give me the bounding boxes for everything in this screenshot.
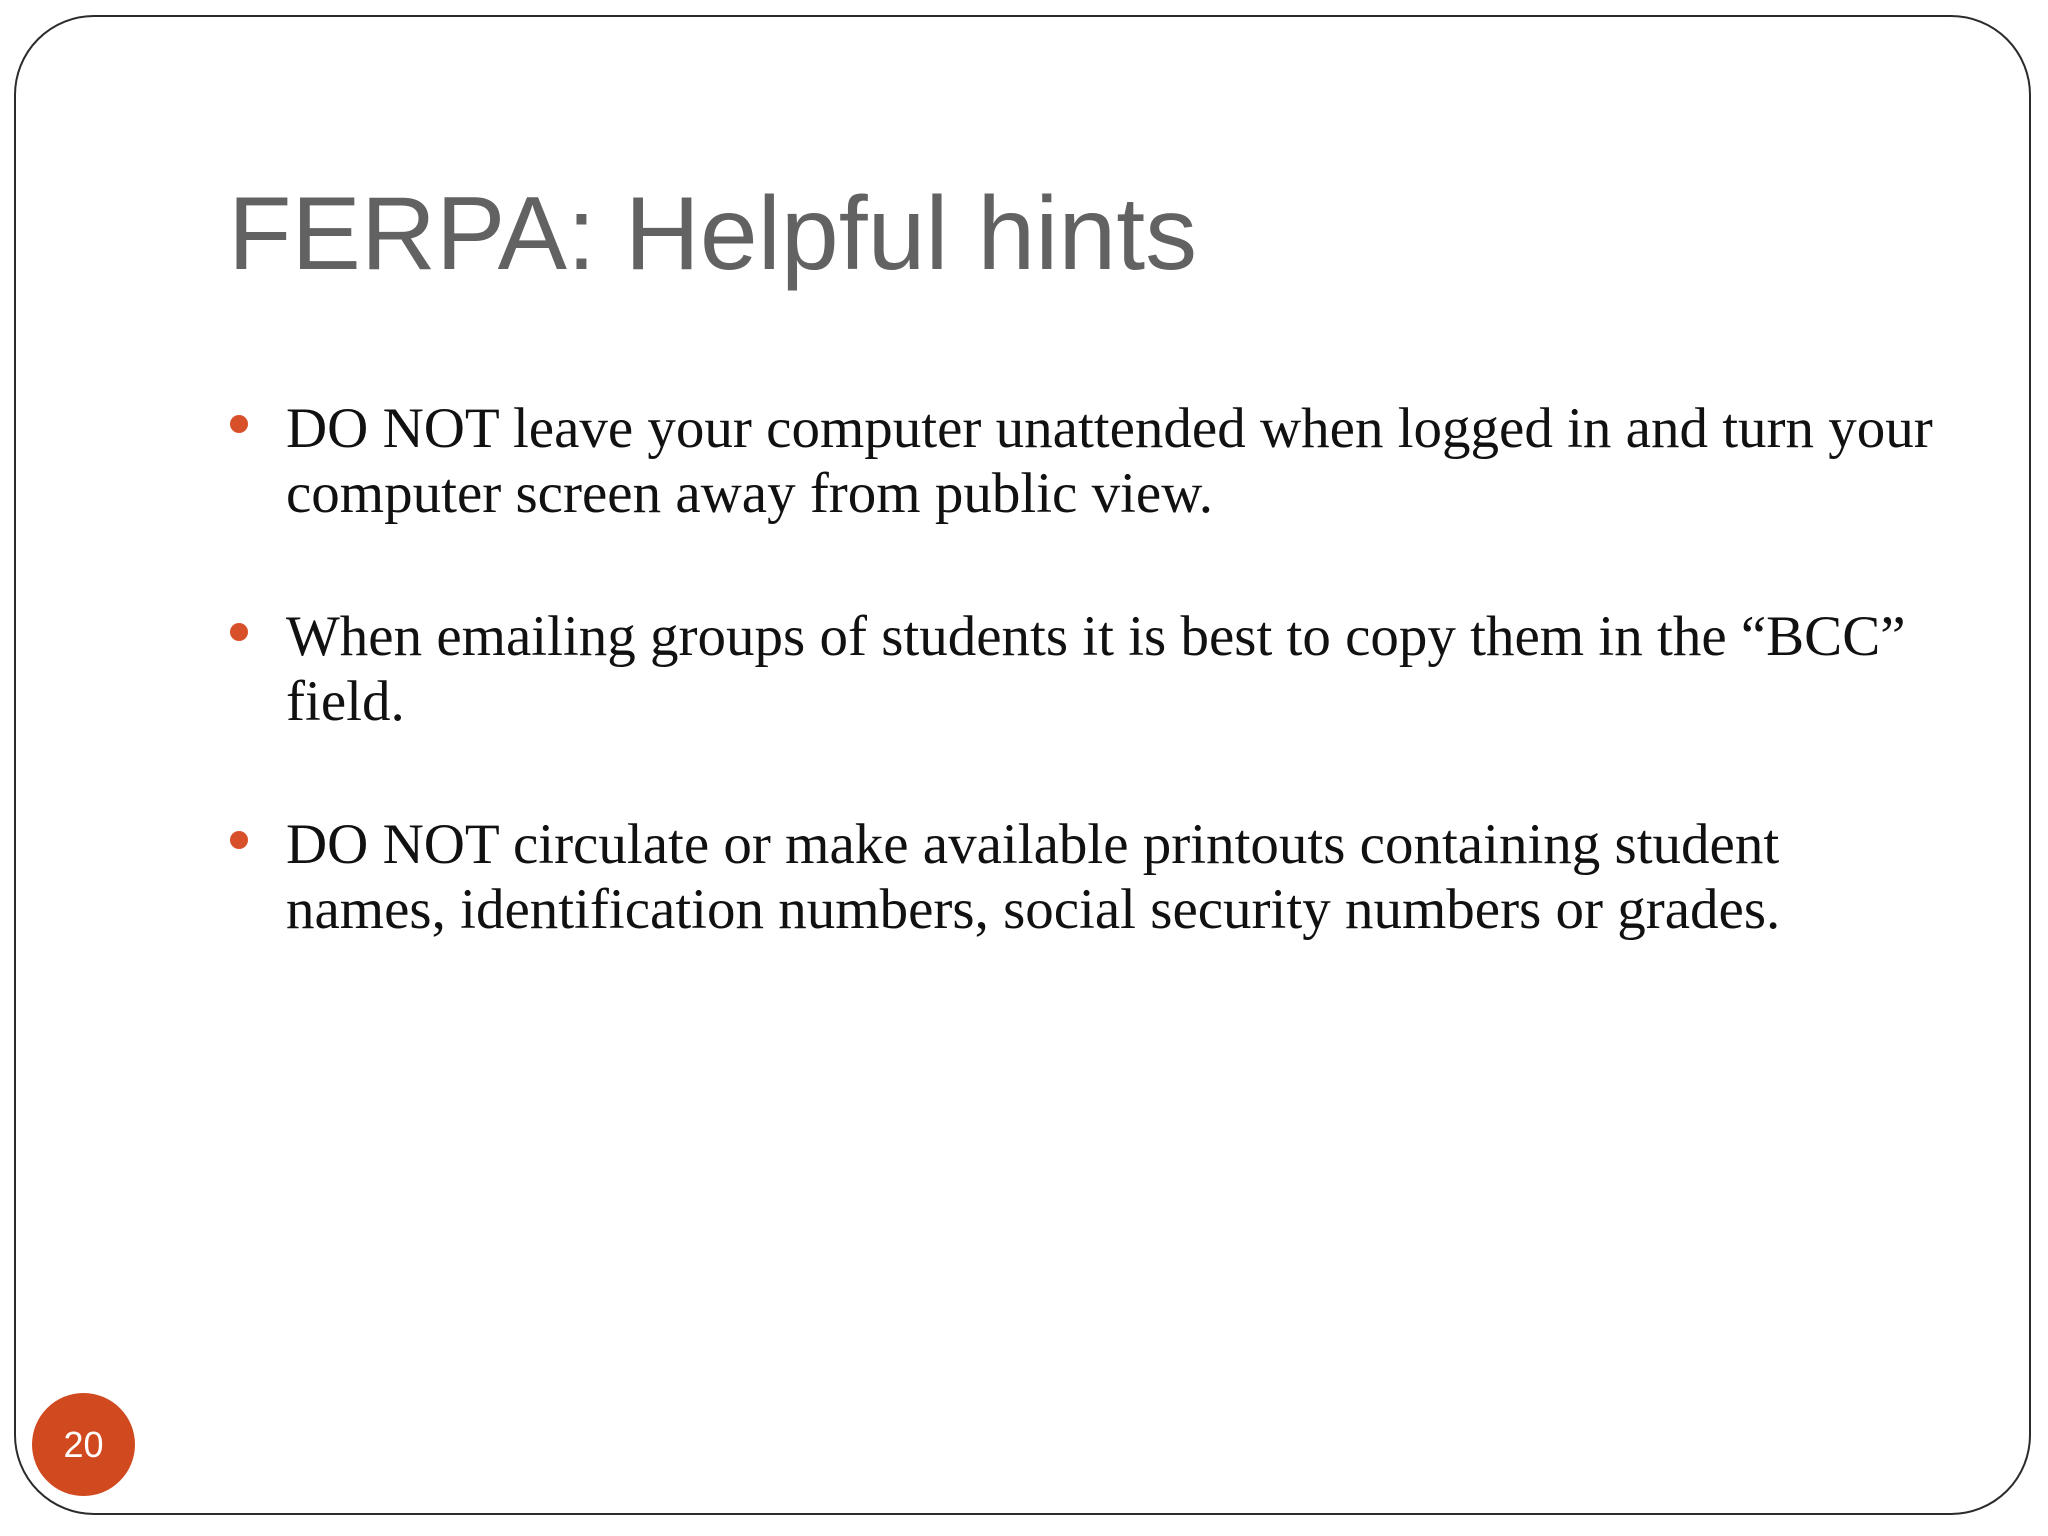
bullet-item bbox=[228, 812, 1948, 942]
bullet-list bbox=[228, 396, 1948, 1020]
bullet-text: DO NOT leave your computer unattended when logged in and turn your computer screen away from public view. bbox=[286, 397, 1933, 525]
bullet-item bbox=[228, 604, 1948, 734]
bullet-text: DO NOT circulate or make available printouts containing student names, identification numbers, social security numbers or grades. bbox=[286, 813, 1781, 941]
slide-title: FERPA: Helpful hints bbox=[228, 176, 1198, 292]
bullet-dot-icon bbox=[230, 415, 248, 433]
bullet-dot-icon bbox=[230, 831, 248, 849]
bullet-dot-icon bbox=[230, 623, 248, 641]
bullet-item bbox=[228, 396, 1948, 526]
bullet-text: When emailing groups of students it is best to copy them in the “BCC” field. bbox=[286, 605, 1906, 733]
page-number: 20 bbox=[63, 1423, 104, 1465]
page-number-badge bbox=[32, 1393, 135, 1496]
